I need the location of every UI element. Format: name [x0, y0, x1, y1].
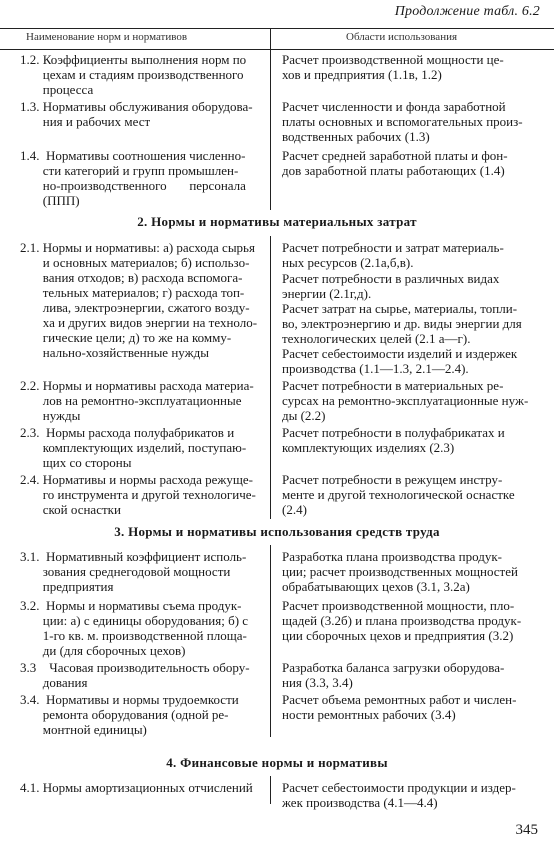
use-item-3-4: Расчет объема ремонтных работ и числен- ности ремонтных рабочих (3.4)	[282, 692, 517, 722]
use-item-3-3: Разработка баланса загрузки оборудова- ния (3.3, 3.4)	[282, 660, 505, 690]
column-header-uses: Области использования	[346, 31, 458, 43]
use-item-1-4: Расчет средней заработной платы и фон- дов заработной платы работающих (1.4)	[282, 148, 508, 178]
use-item-2-1c: Расчет затрат на сырье, материалы, топли- во, электроэнергию и др. виды энергии для технологических целей (2.1 а—г).	[282, 301, 522, 346]
use-item-3-1: Разработка плана производства продук- ции; расчет производственных мощностей обрабатывающих цехов (3.1, 3.2а)	[282, 549, 518, 594]
use-item-1-3: Расчет численности и фонда заработной платы основных и вспомогательных произ- водственных рабочих (1.3)	[282, 99, 523, 144]
use-item-2-3: Расчет потребности в полуфабрикатах и комплектующих изделиях (2.3)	[282, 425, 505, 455]
header-bottom-rule	[0, 49, 554, 50]
use-item-1-2: Расчет производственной мощности це- хов и предприятия (1.1в, 1.2)	[282, 52, 504, 82]
norm-item-3-2: 3.2. Нормы и нормативы съема продук- ции: а) с единицы оборудования; б) с 1-го кв. м. производственной площа- ди (для сборочных цехов)	[20, 598, 249, 658]
use-item-4-1: Расчет себестоимости продукции и издер- жек производства (4.1—4.4)	[282, 780, 516, 810]
norm-item-1-2: 1.2. Коэффициенты выполнения норм по цехам и стадиям производственного процесса	[20, 52, 247, 97]
column-header-norms: Наименование норм и нормативов	[26, 31, 188, 43]
norm-item-3-4: 3.4. Нормативы и нормы трудоемкости ремонта оборудования (одной ре- монтной единицы)	[20, 692, 239, 737]
section-heading-4: 4. Финансовые нормы и нормативы	[166, 755, 388, 770]
norm-item-2-3: 2.3. Нормы расхода полуфабрикатов и комплектующих изделий, поступаю- щих со стороны	[20, 425, 247, 470]
norm-item-1-3: 1.3. Нормативы обслуживания оборудова- ния и рабочих мест	[20, 99, 253, 129]
section-heading-2: 2. Нормы и нормативы материальных затрат	[137, 214, 417, 229]
norm-item-2-4: 2.4. Нормативы и нормы расхода режуще- го инструмента и другой технологиче- ской оснастки	[20, 472, 256, 517]
use-item-2-1d: Расчет себестоимости изделий и издержек производства (1.1—1.3, 2.1—2.4).	[282, 346, 518, 376]
use-item-2-1a: Расчет потребности и затрат материаль- ных ресурсов (2.1а,б,в).	[282, 240, 504, 270]
use-item-2-1b: Расчет потребности в различных видах энергии (2.1г,д).	[282, 271, 500, 301]
norm-item-1-4: 1.4. Нормативы соотношения численно- сти категорий и групп промышлен- но-производственного персонала (ППП)	[20, 148, 246, 208]
page-number: 345	[515, 822, 538, 838]
table-continuation-label: Продолжение табл. 6.2	[394, 4, 540, 19]
use-item-2-2: Расчет потребности в материальных ре- сурсах на ремонтно-эксплуатационные нуж- ды (2.2)	[282, 378, 529, 423]
header-top-rule	[0, 28, 554, 29]
norm-item-2-2: 2.2. Нормы и нормативы расхода материа- лов на ремонтно-эксплуатационные нужды	[20, 378, 254, 423]
use-item-3-2: Расчет производственной мощности, пло- щадей (3.2б) и плана производства продук- ции сборочных цехов и предприятия (3.2)	[282, 598, 522, 643]
section-heading-3: 3. Нормы и нормативы использования средств труда	[114, 524, 440, 539]
norm-item-4-1: 4.1. Нормы амортизационных отчислений	[20, 780, 253, 795]
use-item-2-4: Расчет потребности в режущем инстру- менте и другой технологической оснастке (2.4)	[282, 472, 515, 517]
norm-item-2-1: 2.1. Нормы и нормативы: а) расхода сырья и основных материалов; б) использо- вания отходов; в) расхода вспомога- тельных материалов; г) расхода топ- лива, электроэнергии, сжатого возду- ха и других видов энергии на техноло- гические цели; д) то же на комму- нально-хозяйственные нужды	[20, 240, 258, 360]
norm-item-3-3: 3.3 Часовая производительность обору- дования	[20, 660, 250, 690]
norm-item-3-1: 3.1. Нормативный коэффициент исполь- зования среднегодовой мощности предприятия	[20, 549, 247, 594]
